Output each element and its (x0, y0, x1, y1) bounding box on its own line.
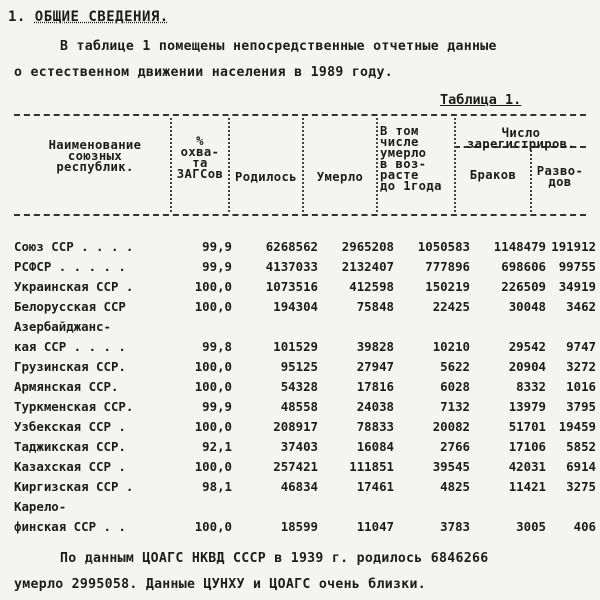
cell-name: Союз ССР . . . . (14, 239, 134, 254)
cell-name: Грузинская ССР. (14, 359, 126, 374)
cell-born: 1073516 (265, 279, 318, 294)
cell-name: Таджикская ССР. (14, 439, 126, 454)
cell-infant: 1050583 (417, 239, 470, 254)
footer-line-2: умерло 2995058. Данные ЦУНХУ и ЦОАГС очень близки. (14, 577, 426, 592)
cell-infant: 39545 (432, 459, 470, 474)
cell-pct: 100,0 (194, 299, 232, 314)
cell-died: 111851 (349, 459, 394, 474)
cell-marriages: 1148479 (493, 239, 546, 254)
table-row (14, 374, 596, 394)
cell-infant: 3783 (440, 519, 470, 534)
cell-marriages: 13979 (508, 399, 546, 414)
cell-divorces: 19459 (558, 419, 596, 434)
cell-infant: 6028 (440, 379, 470, 394)
cell-pct: 99,9 (202, 239, 232, 254)
cell-born: 54328 (280, 379, 318, 394)
table-row (14, 434, 596, 454)
cell-pct: 100,0 (194, 379, 232, 394)
header-born: Родилось (235, 170, 297, 184)
cell-divorces: 5852 (566, 439, 596, 454)
cell-born (238, 314, 318, 334)
cell-died: 17816 (356, 379, 394, 394)
cell-name: Туркменская ССР. (14, 399, 134, 414)
cell-infant (394, 314, 470, 334)
cell-died: 24038 (356, 399, 394, 414)
cell-marriages: 20904 (508, 359, 546, 374)
column-divider (228, 118, 230, 212)
section-number: 1. (8, 9, 26, 25)
table-row (14, 494, 596, 514)
cell-divorces: 6914 (566, 459, 596, 474)
cell-marriages (470, 314, 546, 334)
cell-infant: 5622 (440, 359, 470, 374)
cell-pct: 100,0 (194, 519, 232, 534)
cell-infant (394, 494, 470, 514)
cell-name: Узбекская ССР . (14, 419, 126, 434)
header-registered-group: Число зарегистриров. (466, 126, 576, 151)
column-divider (376, 118, 378, 212)
header-coverage: % охва- та ЗАГСов (176, 134, 224, 181)
cell-marriages: 698606 (501, 259, 546, 274)
cell-infant: 10210 (432, 339, 470, 354)
cell-marriages: 226509 (501, 279, 546, 294)
table-row (14, 474, 596, 494)
cell-born: 257421 (273, 459, 318, 474)
cell-died: 75848 (356, 299, 394, 314)
footer-line-1: По данным ЦОАГС НКВД СССР в 1939 г. родилось 6846266 (60, 551, 489, 566)
cell-died: 27947 (356, 359, 394, 374)
intro-paragraph (14, 34, 584, 86)
header-marriages: Браков (469, 168, 517, 182)
cell-marriages (470, 494, 546, 514)
cell-marriages: 51701 (508, 419, 546, 434)
table-row (14, 354, 596, 374)
cell-divorces: 406 (573, 519, 596, 534)
vital-statistics-table (14, 234, 596, 534)
cell-born: 194304 (273, 299, 318, 314)
cell-pct: 100,0 (194, 279, 232, 294)
cell-name: РСФСР . . . . . (14, 259, 126, 274)
table-label: Таблица 1. (440, 92, 522, 108)
cell-divorces (546, 494, 596, 514)
header-name: Наименование союзных республик. (48, 138, 142, 174)
cell-died: 78833 (356, 419, 394, 434)
cell-died: 2965208 (341, 239, 394, 254)
cell-born: 4137033 (265, 259, 318, 274)
cell-pct: 100,0 (194, 359, 232, 374)
cell-born: 37403 (280, 439, 318, 454)
cell-divorces: 3795 (566, 399, 596, 414)
cell-infant: 2766 (440, 439, 470, 454)
cell-pct: 99,9 (202, 259, 232, 274)
cell-born: 18599 (280, 519, 318, 534)
column-divider (302, 118, 304, 212)
section-heading (8, 9, 169, 25)
cell-died: 11047 (356, 519, 394, 534)
header-infant-deaths: В том числе умерло в воз- расте до 1года (380, 124, 442, 193)
cell-name: финская ССР . . (14, 519, 126, 534)
cell-divorces: 3462 (566, 299, 596, 314)
cell-marriages: 3005 (516, 519, 546, 534)
cell-born: 48558 (280, 399, 318, 414)
cell-died (318, 314, 394, 334)
cell-name: Армянская ССР. (14, 379, 119, 394)
footer-paragraph (14, 546, 584, 598)
table-row (14, 234, 596, 254)
cell-name: Белорусская ССР (14, 299, 126, 314)
cell-died: 39828 (356, 339, 394, 354)
cell-divorces: 1016 (566, 379, 596, 394)
table-row (14, 314, 596, 334)
header-divorces: Разво- дов (536, 164, 584, 189)
intro-line-2: о естественном движении населения в 1989 году. (14, 65, 394, 80)
intro-line-1: В таблице 1 помещены непосредственные отчетные данные (60, 39, 497, 54)
table-top-rule (14, 114, 586, 116)
cell-name: Украинская ССР . (14, 279, 134, 294)
cell-divorces: 3272 (566, 359, 596, 374)
cell-pct: 99,8 (202, 339, 232, 354)
cell-marriages: 29542 (508, 339, 546, 354)
cell-divorces: 9747 (566, 339, 596, 354)
cell-born: 6268562 (265, 239, 318, 254)
cell-died: 2132407 (341, 259, 394, 274)
cell-marriages: 42031 (508, 459, 546, 474)
cell-pct (174, 314, 238, 334)
cell-divorces: 3275 (566, 479, 596, 494)
cell-infant: 20082 (432, 419, 470, 434)
cell-infant: 22425 (432, 299, 470, 314)
cell-name: Казахская ССР . (14, 459, 126, 474)
table-row (14, 514, 596, 534)
table-row (14, 294, 596, 314)
cell-marriages: 30048 (508, 299, 546, 314)
cell-marriages: 8332 (516, 379, 546, 394)
cell-pct: 92,1 (202, 439, 232, 454)
cell-name: Азербайджанс- (14, 319, 111, 334)
cell-name: Киргизская ССР . (14, 479, 134, 494)
cell-died: 412598 (349, 279, 394, 294)
cell-born: 46834 (280, 479, 318, 494)
cell-born (238, 494, 318, 514)
cell-pct: 98,1 (202, 479, 232, 494)
cell-name: кая ССР . . . . (14, 339, 126, 354)
table-row (14, 274, 596, 294)
cell-divorces: 34919 (558, 279, 596, 294)
table-header-bottom-rule (14, 214, 586, 216)
cell-marriages: 11421 (508, 479, 546, 494)
table-row (14, 394, 596, 414)
cell-pct: 99,9 (202, 399, 232, 414)
cell-infant: 777896 (425, 259, 470, 274)
cell-born: 208917 (273, 419, 318, 434)
cell-died: 17461 (356, 479, 394, 494)
header-died: Умерло (316, 170, 364, 184)
cell-born: 95125 (280, 359, 318, 374)
table-row (14, 254, 596, 274)
cell-pct: 100,0 (194, 419, 232, 434)
cell-marriages: 17106 (508, 439, 546, 454)
cell-pct (174, 494, 238, 514)
section-title: ОБЩИЕ СВЕДЕНИЯ. (34, 9, 169, 25)
cell-divorces (546, 314, 596, 334)
cell-name: Карело- (14, 499, 67, 514)
table-row (14, 414, 596, 434)
cell-born: 101529 (273, 339, 318, 354)
table-row (14, 454, 596, 474)
cell-died: 16084 (356, 439, 394, 454)
cell-infant: 150219 (425, 279, 470, 294)
cell-infant: 4825 (440, 479, 470, 494)
cell-died (318, 494, 394, 514)
cell-divorces: 99755 (558, 259, 596, 274)
cell-divorces: 191912 (551, 239, 596, 254)
cell-pct: 100,0 (194, 459, 232, 474)
cell-infant: 7132 (440, 399, 470, 414)
table-row (14, 334, 596, 354)
